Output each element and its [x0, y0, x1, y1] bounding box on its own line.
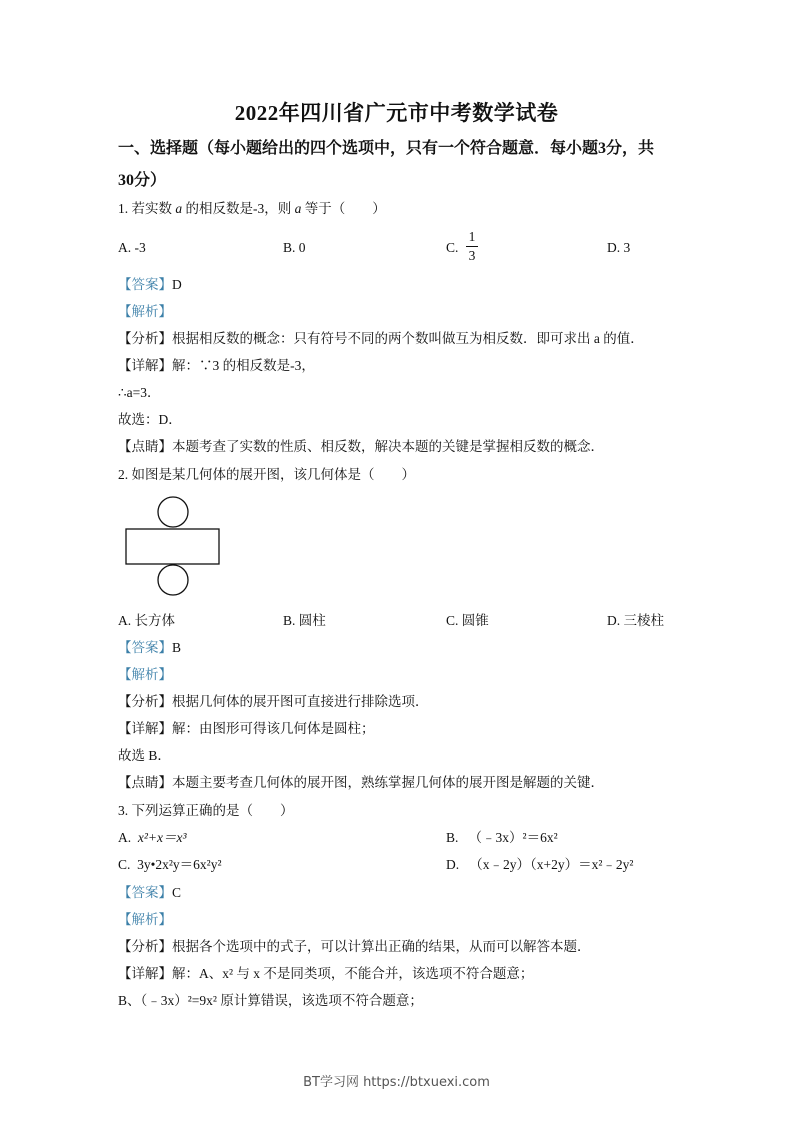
comment-text: 本题主要考查几何体的展开图，熟练掌握几何体的展开图是解题的关键．	[172, 775, 604, 790]
fenxi-tag: 【分析】	[118, 331, 172, 346]
stem-text: 如图是某几何体的展开图，该几何体是（ ）	[131, 467, 415, 482]
option-label: B.	[446, 830, 459, 845]
stem-text: 若实数	[131, 201, 176, 216]
question-3-stem	[118, 802, 294, 820]
page-title: 2022年四川省广元市中考数学试卷	[234, 101, 559, 125]
q2-option-b: B. 圆柱	[283, 613, 326, 628]
fenxi-text: 根据相反数的概念：只有符号不同的两个数叫做互为相反数．即可求出 a 的值．	[172, 331, 644, 346]
answer-value: B	[172, 640, 182, 655]
option-expression: x²+x＝x³	[137, 830, 187, 845]
q2-fenxi	[118, 693, 429, 711]
q2-comment	[118, 774, 604, 792]
q1-option-d: D. 3	[607, 240, 631, 255]
option-expression: 3y•2x²y＝6x²y²	[137, 857, 222, 872]
analysis-tag: 【解析】	[118, 667, 172, 682]
section-heading-line1: 一、选择题（每小题给出的四个选项中，只有一个符合题意．每小题3分，共	[118, 140, 655, 157]
comment-text: 本题考查了实数的性质、相反数，解决本题的关键是掌握相反数的概念．	[172, 439, 604, 454]
fraction-bar	[466, 246, 478, 247]
q1-option-b: B. 0	[283, 240, 306, 255]
detail-text: 解：A、x² 与 x 不是同类项，不能合并，该选项不符合题意；	[172, 966, 534, 981]
stem-text: 下列运算正确的是（ ）	[131, 803, 294, 818]
q1-option-c: C.	[446, 240, 459, 255]
section-heading-line2: 30分）	[118, 172, 167, 189]
answer-value: D	[172, 277, 182, 292]
q3-analysis-heading	[118, 911, 172, 929]
q1-option-a: A. -3	[118, 240, 146, 255]
fraction-numerator: 1	[468, 229, 476, 244]
fenxi-text: 根据几何体的展开图可直接进行排除选项．	[172, 694, 429, 709]
detail-tag: 【详解】	[118, 358, 172, 373]
q2-answer	[118, 639, 181, 657]
footer-watermark[interactable]: BT学习网 https://btxuexi.com	[303, 1075, 490, 1090]
bottom-circle	[158, 565, 188, 595]
q2-option-d: D. 三棱柱	[607, 613, 664, 628]
q3-fenxi	[118, 938, 591, 956]
q3-answer	[118, 884, 181, 902]
option-label: C.	[118, 857, 131, 872]
detail-text: 解：∵3 的相反数是-3，	[172, 358, 315, 373]
q3-option-a	[118, 829, 187, 847]
stem-text: 等于（ ）	[301, 201, 386, 216]
fraction-denominator: 3	[468, 248, 476, 263]
q1-comment	[118, 438, 604, 456]
q1-option-c-fraction	[466, 229, 478, 264]
answer-tag: 【答案】	[118, 640, 172, 655]
q2-option-a: A. 长方体	[118, 613, 175, 628]
q3-detail-line2: B、（﹣3x）²=9x² 原计算错误，该选项不符合题意；	[118, 993, 423, 1008]
option-expression: （x﹣2y）（x+2y）＝x²﹣2y²	[469, 857, 634, 872]
option-label: A.	[118, 830, 132, 845]
q3-option-b	[446, 829, 558, 847]
detail-tag: 【详解】	[118, 966, 172, 981]
question-number: 3.	[118, 803, 129, 818]
variable-a: a	[175, 201, 183, 216]
question-2-stem	[118, 466, 415, 484]
answer-tag: 【答案】	[118, 277, 172, 292]
comment-tag: 【点睛】	[118, 439, 172, 454]
q2-detail	[118, 720, 375, 738]
question-1-stem	[118, 200, 386, 218]
analysis-tag: 【解析】	[118, 912, 172, 927]
comment-tag: 【点睛】	[118, 775, 172, 790]
answer-value: C	[172, 885, 182, 900]
analysis-tag: 【解析】	[118, 304, 172, 319]
cylinder-net-figure	[120, 494, 230, 604]
q3-detail	[118, 965, 533, 983]
lateral-rectangle	[126, 529, 219, 564]
question-number: 2.	[118, 467, 129, 482]
detail-tag: 【详解】	[118, 721, 172, 736]
q2-analysis-heading	[118, 666, 172, 684]
question-number: 1.	[118, 201, 129, 216]
stem-text: 的相反数是-3，则	[182, 201, 295, 216]
q1-fenxi	[118, 330, 644, 348]
variable-a: a	[294, 201, 302, 216]
q1-detail-line3: 故选：D．	[118, 412, 182, 427]
q2-detail-line2: 故选 B．	[118, 748, 171, 763]
answer-tag: 【答案】	[118, 885, 172, 900]
q1-detail	[118, 357, 315, 375]
q1-analysis-heading	[118, 303, 172, 321]
top-circle	[158, 497, 188, 527]
fenxi-tag: 【分析】	[118, 939, 172, 954]
option-label: D.	[446, 857, 460, 872]
fenxi-tag: 【分析】	[118, 694, 172, 709]
q1-detail-line2: ∴a=3．	[118, 385, 161, 400]
option-expression: （﹣3x）²＝6x²	[468, 830, 558, 845]
fenxi-text: 根据各个选项中的式子，可以计算出正确的结果，从而可以解答本题．	[172, 939, 591, 954]
detail-text: 解：由图形可得该几何体是圆柱；	[172, 721, 375, 736]
q3-option-d	[446, 856, 633, 874]
q3-option-c	[118, 856, 222, 874]
q2-option-c: C. 圆锥	[446, 613, 489, 628]
q1-answer	[118, 276, 182, 294]
